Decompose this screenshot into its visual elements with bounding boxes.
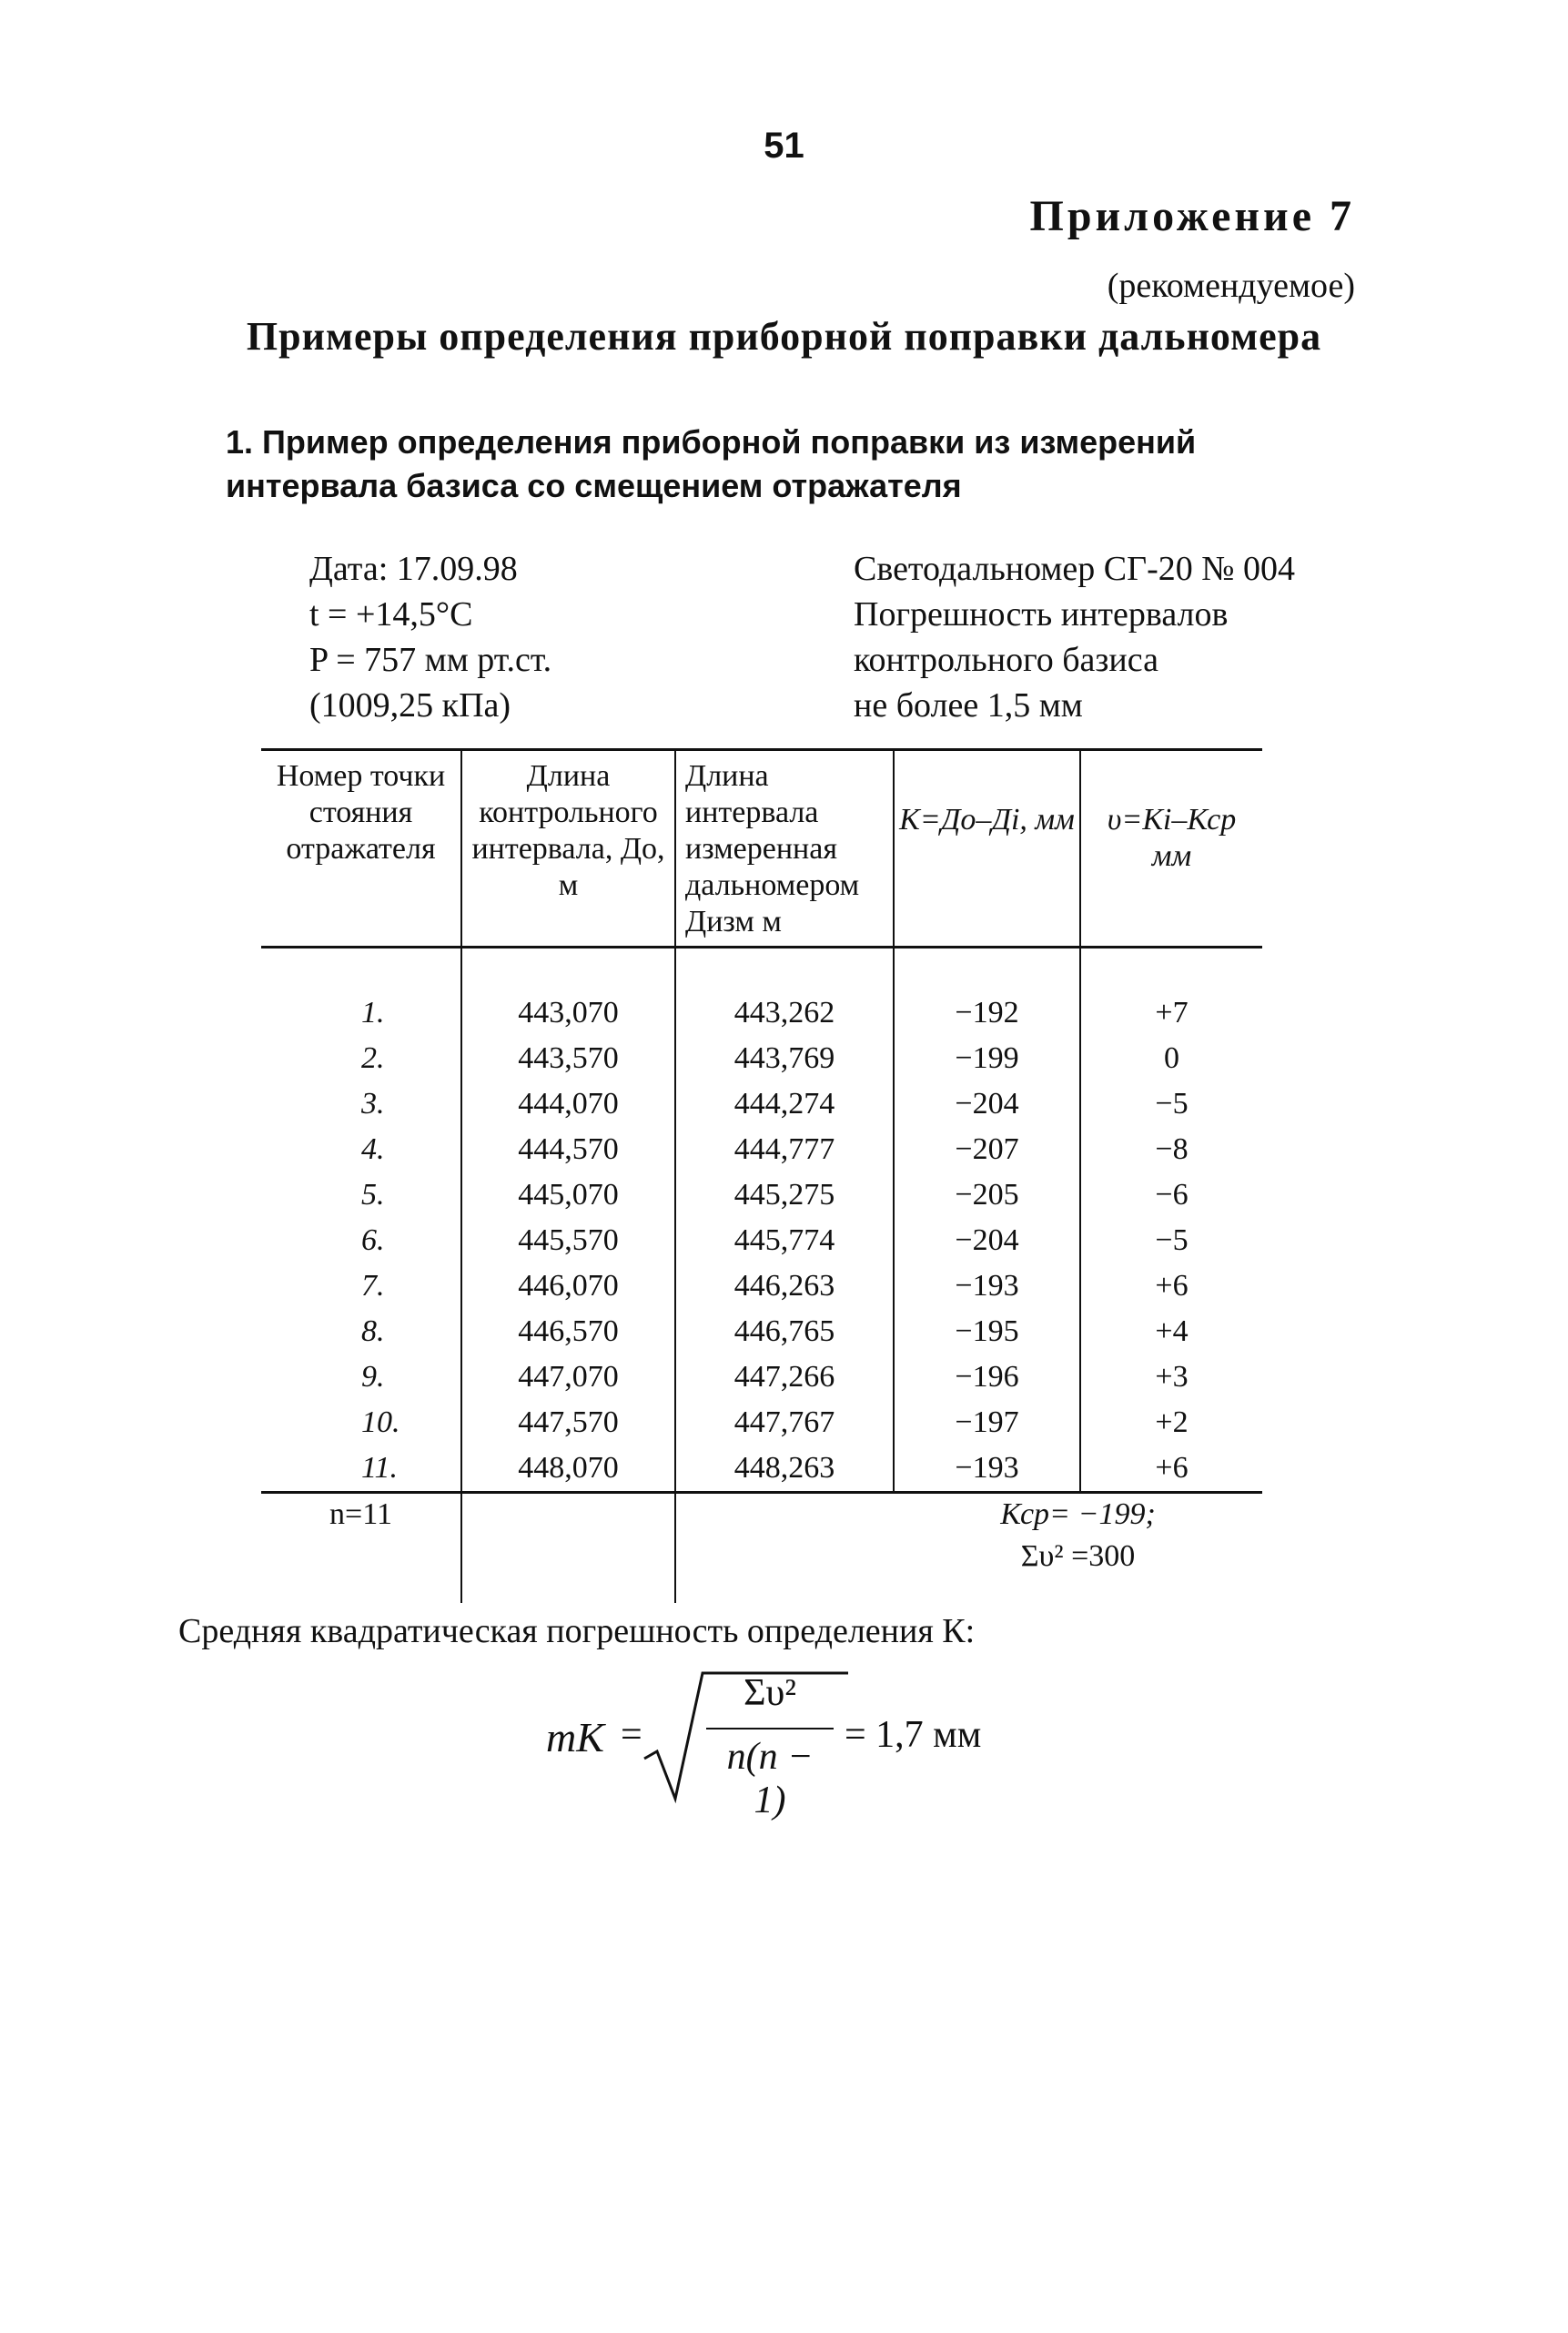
table-row	[261, 1309, 1262, 1354]
rms-error-label: Средняя квадратическая погрешность определения К:	[178, 1612, 976, 1650]
cell-k: −204	[894, 1081, 1080, 1127]
cell-k: −195	[894, 1309, 1080, 1354]
cell-v: +6	[1080, 1263, 1262, 1309]
cell-measured-length: 443,262	[675, 948, 894, 1037]
cell-control-length: 447,570	[461, 1400, 675, 1445]
cell-point: 11.	[261, 1445, 461, 1493]
formula-fraction	[706, 1671, 834, 1822]
cell-control-length: 447,070	[461, 1354, 675, 1400]
cell-k: −193	[894, 1263, 1080, 1309]
cell-k: −205	[894, 1172, 1080, 1218]
cell-measured-length: 446,765	[675, 1309, 894, 1354]
table-row	[261, 1127, 1262, 1172]
table-row	[261, 1445, 1262, 1493]
appendix-title: Приложение 7	[1029, 192, 1355, 240]
cell-k: −207	[894, 1127, 1080, 1172]
empty-cell	[461, 1493, 675, 1604]
cell-point: 9.	[361, 1360, 385, 1394]
page-number: 51	[764, 126, 804, 166]
cell-control-length: 446,570	[461, 1309, 675, 1354]
measurement-table	[261, 748, 1262, 1603]
header-measured-length: Длина интервала измеренная дальномером Дизм м	[675, 750, 894, 948]
table-row	[261, 1172, 1262, 1218]
cell-control-length: 448,070	[461, 1445, 675, 1493]
cell-measured-length: 448,263	[675, 1445, 894, 1493]
cell-v: −6	[1080, 1172, 1262, 1218]
cell-point: 4.	[361, 1132, 385, 1166]
appendix-note: (рекомендуемое)	[1107, 267, 1355, 305]
cell-v: −5	[1080, 1218, 1262, 1263]
equals-sign: =	[621, 1714, 642, 1756]
table-row	[261, 1263, 1262, 1309]
accuracy-line-1: Погрешность интервалов	[854, 595, 1229, 634]
table-header-row	[261, 750, 1262, 948]
cell-k: −193	[894, 1445, 1080, 1493]
header-v: υ=Кi–Кср мм	[1080, 750, 1262, 948]
main-title: Примеры определения приборной поправки дальномера	[246, 314, 1322, 359]
date-line: Дата: 17.09.98	[309, 550, 518, 588]
cell-point: 5.	[361, 1178, 385, 1212]
cell-point: 2.	[361, 1041, 385, 1075]
cell-control-length: 444,070	[461, 1081, 675, 1127]
cell-k: −199	[894, 1036, 1080, 1081]
formula-numerator: Συ²	[744, 1672, 796, 1714]
cell-k: −197	[894, 1400, 1080, 1445]
k-mean: Кср= −199;	[1000, 1497, 1156, 1531]
cell-k: −192	[894, 948, 1080, 1037]
cell-measured-length: 445,275	[675, 1172, 894, 1218]
formula-lhs: mK	[546, 1714, 604, 1760]
instrument-line: Светодальномер СГ-20 № 004	[854, 550, 1296, 588]
cell-v: +2	[1080, 1400, 1262, 1445]
header-k: К=До–Дi, мм	[894, 750, 1080, 948]
table-row	[261, 1081, 1262, 1127]
cell-point: 8.	[361, 1314, 385, 1348]
table-row	[261, 1400, 1262, 1445]
temperature-line: t = +14,5°С	[309, 595, 473, 634]
cell-v: +3	[1080, 1354, 1262, 1400]
cell-v: −5	[1080, 1081, 1262, 1127]
cell-v: +6	[1080, 1445, 1262, 1493]
cell-measured-length: 443,769	[675, 1036, 894, 1081]
fraction-bar	[706, 1728, 834, 1729]
table-summary-row	[261, 1493, 1262, 1604]
accuracy-line-3: не более 1,5 мм	[854, 686, 1083, 725]
cell-control-length: 445,070	[461, 1172, 675, 1218]
header-control-length: Длина контрольного интервала, До, м	[461, 750, 675, 948]
cell-measured-length: 447,266	[675, 1354, 894, 1400]
table-row	[261, 1218, 1262, 1263]
header-point-number: Номер точки стояния отражателя	[261, 750, 461, 948]
cell-v: +7	[1080, 948, 1262, 1037]
cell-measured-length: 447,767	[675, 1400, 894, 1445]
cell-measured-length: 446,263	[675, 1263, 894, 1309]
cell-k: −196	[894, 1354, 1080, 1400]
cell-point: 1.	[361, 996, 385, 1030]
sum-v-squared: Συ² =300	[1020, 1539, 1136, 1573]
cell-k: −204	[894, 1218, 1080, 1263]
formula-result: = 1,7 мм	[845, 1714, 982, 1756]
cell-v: 0	[1080, 1036, 1262, 1081]
instrument-info	[854, 546, 1295, 728]
table-row	[261, 948, 1262, 1037]
section-heading: 1. Пример определения приборной поправки из измерений интервала базиса со смещением отражателя	[226, 423, 1197, 504]
formula-denominator: n(n − 1)	[726, 1736, 814, 1821]
cell-control-length: 446,070	[461, 1263, 675, 1309]
cell-control-length: 444,570	[461, 1127, 675, 1172]
cell-control-length: 443,570	[461, 1036, 675, 1081]
cell-v: −8	[1080, 1127, 1262, 1172]
cell-measured-length: 444,274	[675, 1081, 894, 1127]
measurement-conditions	[309, 546, 551, 728]
cell-control-length: 445,570	[461, 1218, 675, 1263]
cell-point: 6.	[361, 1223, 385, 1257]
pressure-line: P = 757 мм рт.ст.	[309, 641, 552, 679]
empty-cell	[675, 1493, 894, 1604]
pressure-kpa-line: (1009,25 кПа)	[309, 686, 511, 725]
accuracy-line-2: контрольного базиса	[854, 641, 1158, 679]
cell-measured-length: 444,777	[675, 1127, 894, 1172]
cell-v: +4	[1080, 1309, 1262, 1354]
table-row	[261, 1354, 1262, 1400]
summary-values	[894, 1493, 1262, 1604]
cell-measured-length: 445,774	[675, 1218, 894, 1263]
cell-point: 3.	[361, 1087, 385, 1121]
cell-point: 10.	[361, 1405, 400, 1439]
sample-count: n=11	[329, 1497, 392, 1531]
cell-point: 7.	[361, 1269, 385, 1303]
rms-formula	[546, 1666, 1092, 1821]
table-row	[261, 1036, 1262, 1081]
cell-control-length: 443,070	[461, 948, 675, 1037]
